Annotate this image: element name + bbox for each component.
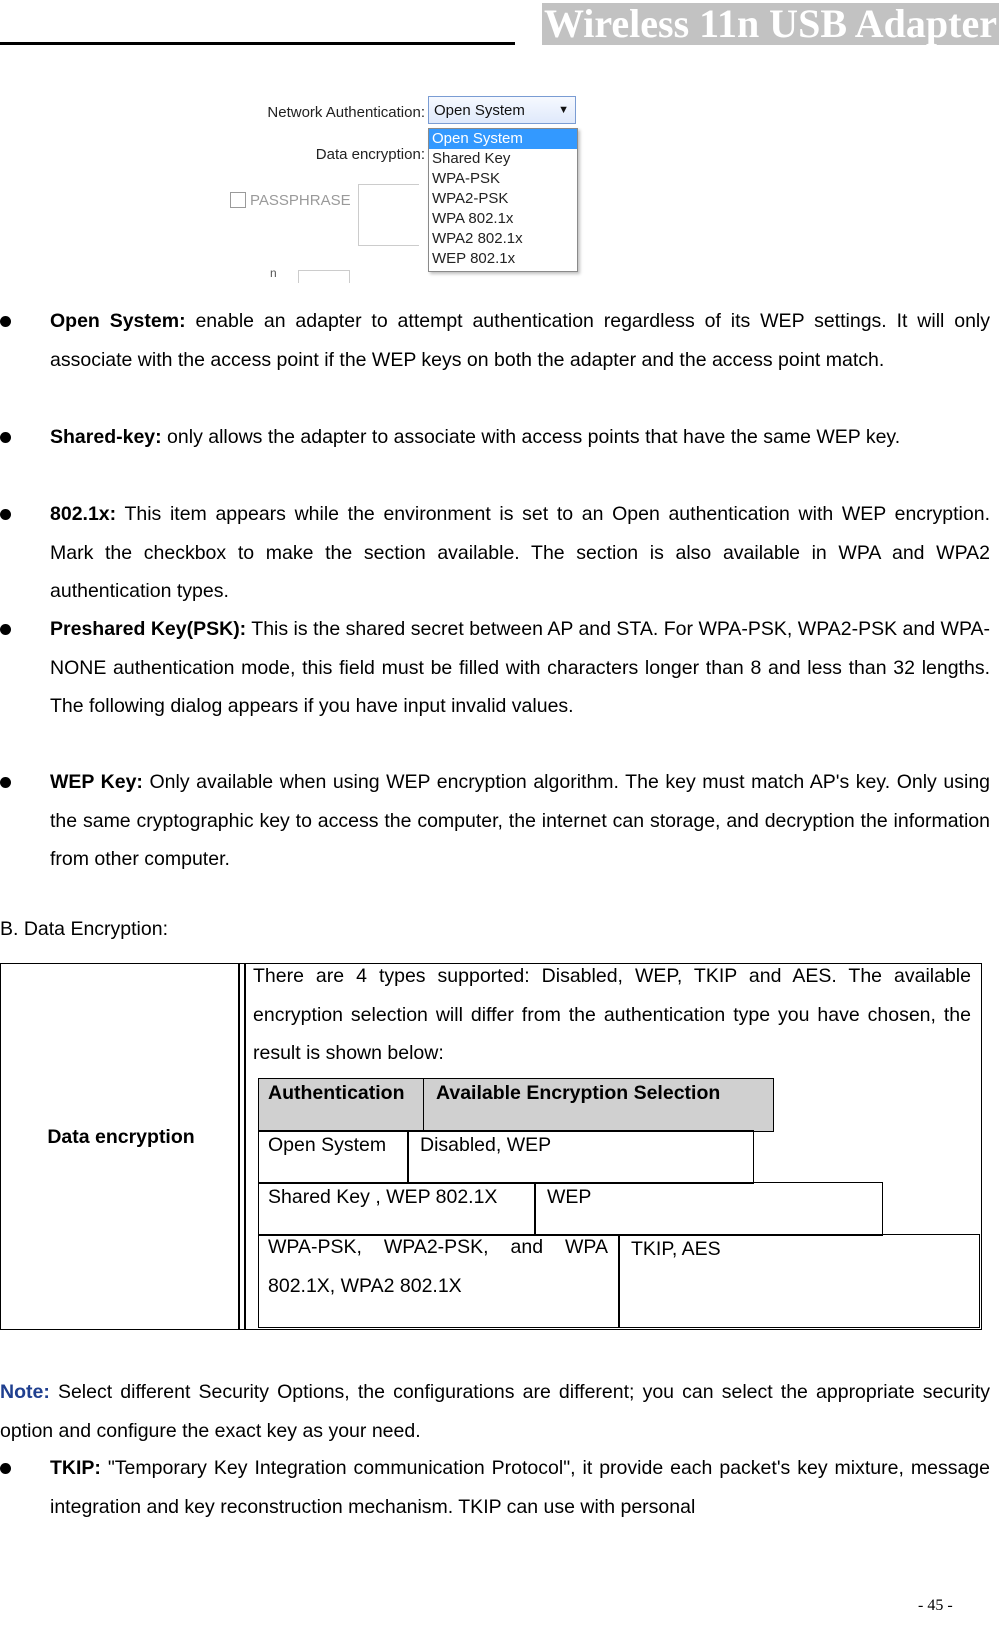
bullet-term: Shared-key:: [50, 426, 162, 448]
table-cell-text: WEP: [547, 1186, 592, 1208]
bullet-term: Open System:: [50, 310, 186, 332]
note-text: Select different Security Options, the configurations are different; you can select the appropriate security option and configure the exact key as your need.: [0, 1381, 990, 1442]
bullet-body: [50, 302, 990, 379]
bullet-term: 802.1x:: [50, 503, 117, 525]
bullet-icon: [0, 1463, 11, 1474]
bullet-text: "Temporary Key Integration communication Protocol", it provide each packet's key mixture, message integration and key reconstruction mechanism. TKIP can use with personal: [50, 1457, 990, 1518]
bullet-term: Preshared Key(PSK):: [50, 618, 247, 640]
table-cell-text: Shared Key , WEP 802.1X: [268, 1186, 498, 1208]
passphrase-label: PASSPHRASE: [250, 192, 351, 209]
bullet-icon: [0, 432, 11, 443]
table-row-label: Data encryption: [47, 1126, 195, 1148]
network-auth-value: Open System: [434, 102, 525, 119]
bullet-icon: [0, 509, 11, 520]
dropdown-option[interactable]: WPA2-PSK: [432, 190, 509, 207]
auth-dropdown-screenshot: [230, 96, 585, 283]
passphrase-field[interactable]: [358, 184, 419, 246]
passphrase-checkbox[interactable]: [230, 192, 246, 208]
table-cell: [258, 1130, 409, 1184]
table-cell-text: TKIP, AES: [631, 1238, 721, 1260]
table-divider: [244, 964, 246, 1329]
network-auth-label: Network Authentication:: [267, 104, 425, 121]
bullet-term: WEP Key:: [50, 771, 143, 793]
bullet-icon: [0, 624, 11, 635]
dropdown-option[interactable]: WEP 802.1x: [432, 250, 516, 267]
small-mark: n: [270, 266, 277, 280]
bullet-body: [50, 418, 990, 457]
note-label: Note:: [0, 1381, 50, 1403]
table-description: There are 4 types supported: Disabled, WEP, TKIP and AES. The available encryption selection will differ from the authentication type you have chosen, the result is shown below:: [253, 965, 971, 1064]
bullet-term: TKIP:: [50, 1457, 101, 1479]
table-header-text: Authentication: [268, 1082, 405, 1104]
table-cell-text: Open System: [268, 1134, 387, 1156]
table-cell: [258, 1234, 620, 1328]
bullet-body: [50, 610, 990, 726]
bullet-text: only allows the adapter to associate with access points that have the same WEP key.: [161, 426, 901, 448]
note-paragraph: [0, 1373, 990, 1450]
bullet-text: enable an adapter to attempt authentication regardless of its WEP settings. It will only associate with the access point if the WEP keys on both the adapter and the access point match.: [50, 310, 990, 371]
dropdown-option[interactable]: Open System: [429, 129, 577, 149]
dropdown-option[interactable]: WPA2 802.1x: [432, 230, 523, 247]
bullet-text: Only available when using WEP encryption algorithm. The key must match AP's key. Only using the same cryptographic key to access the computer, the internet can storage, and decryption the information from other computer.: [50, 771, 991, 870]
dropdown-option[interactable]: Shared Key: [432, 150, 511, 167]
table-cell: [407, 1130, 754, 1184]
dropdown-option[interactable]: WPA 802.1x: [432, 210, 514, 227]
bullet-body: [50, 1449, 990, 1526]
header-title: Wireless 11n USB Adapter: [543, 1, 997, 46]
bullet-body: [50, 763, 990, 879]
bullet-text: This item appears while the environment is set to an Open authentication with WEP encryption. Mark the checkbox to make the section available. The section is also available in WPA and WPA2 authentication types.: [50, 503, 990, 602]
bullet-icon: [0, 316, 11, 327]
table-header-cell: [258, 1078, 425, 1132]
table-header-text: Available Encryption Selection: [436, 1082, 721, 1104]
page-header: [0, 0, 1004, 48]
network-auth-select[interactable]: [428, 96, 576, 124]
chevron-down-icon: ▼: [558, 104, 569, 116]
dropdown-option[interactable]: WPA-PSK: [432, 170, 501, 187]
data-encryption-table: [0, 963, 982, 1330]
section-title: B. Data Encryption:: [0, 918, 168, 940]
network-auth-dropdown: [428, 128, 578, 272]
bullet-icon: [0, 777, 11, 788]
table-cell-text: Disabled, WEP: [420, 1134, 552, 1156]
page-number: - 45 -: [918, 1597, 953, 1614]
data-encryption-label: Data encryption:: [315, 146, 425, 163]
table-header-cell: [423, 1078, 774, 1132]
bullet-body: [50, 495, 990, 611]
bullet-text: This is the shared secret between AP and STA. For WPA-PSK, WPA2-PSK and WPA-NONE authentication mode, this field must be filled with characters longer than 8 and less than 32 lengths. The following dialog appears if you have input invalid values.: [50, 618, 991, 717]
small-field[interactable]: [298, 270, 350, 283]
table-cell-text: WPA-PSK, WPA2-PSK, and WPA 802.1X, WPA2 802.1X: [268, 1236, 608, 1297]
table-cell: [618, 1234, 980, 1328]
header-rule: [0, 42, 515, 45]
